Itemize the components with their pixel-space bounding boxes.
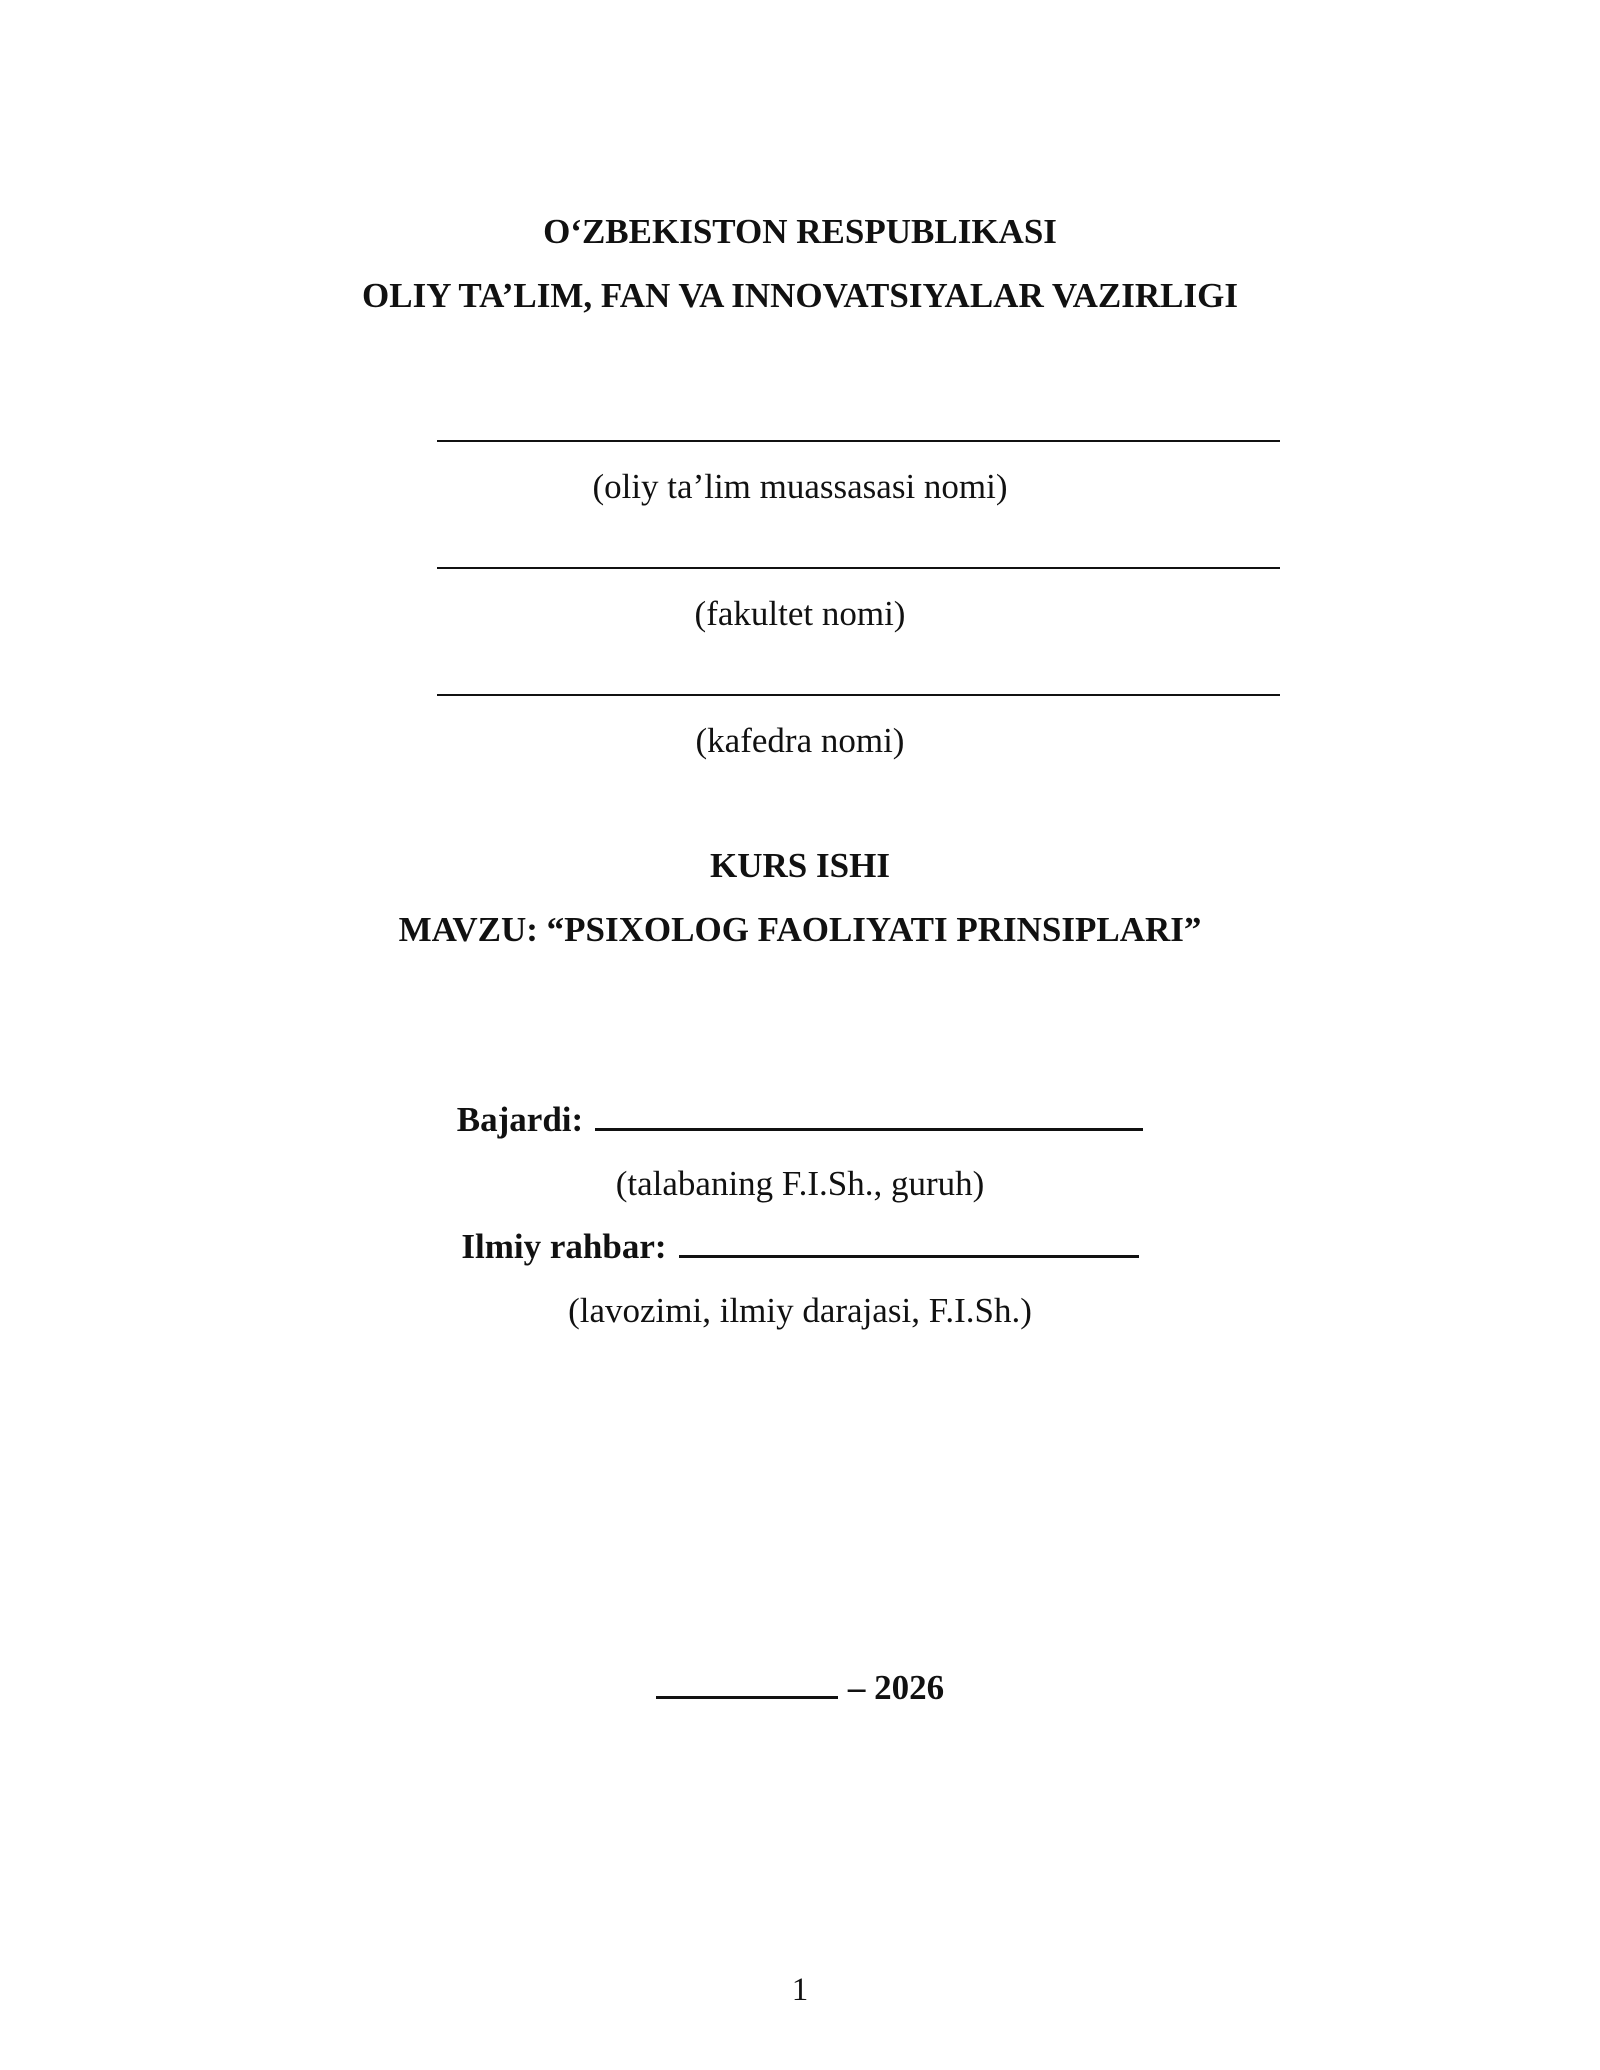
institution-blank-line [437, 440, 1280, 442]
performer-caption: (talabaning F.I.Sh., guruh) [615, 1164, 985, 1203]
performer-row [0, 1098, 1600, 1142]
institution-caption: (oliy ta’lim muassasasi nomi) [592, 467, 1008, 506]
year-text: – 2026 [847, 1668, 945, 1707]
department-blank-line [437, 694, 1280, 696]
year-row [0, 1666, 1600, 1710]
country-heading: O‘ZBEKISTON RESPUBLIKASI [543, 212, 1057, 251]
faculty-blank-line [437, 567, 1280, 569]
supervisor-blank-line [679, 1225, 1139, 1258]
page-number: 1 [791, 1972, 809, 2008]
supervisor-caption: (lavozimi, ilmiy darajasi, F.I.Sh.) [568, 1291, 1032, 1330]
supervisor-label: Ilmiy rahbar: [461, 1227, 667, 1266]
topic-heading: MAVZU: “PSIXOLOG FAOLIYATI PRINSIPLARI” [398, 910, 1202, 949]
performer-blank-line [595, 1098, 1143, 1131]
department-caption: (kafedra nomi) [695, 721, 905, 760]
supervisor-row [0, 1225, 1600, 1269]
performer-label: Bajardi: [456, 1100, 584, 1139]
faculty-caption: (fakultet nomi) [694, 594, 906, 633]
work-type-heading: KURS ISHI [710, 846, 890, 885]
ministry-heading: OLIY TA’LIM, FAN VA INNOVATSIYALAR VAZIRLIGI [362, 276, 1238, 315]
city-blank-line [656, 1666, 838, 1699]
